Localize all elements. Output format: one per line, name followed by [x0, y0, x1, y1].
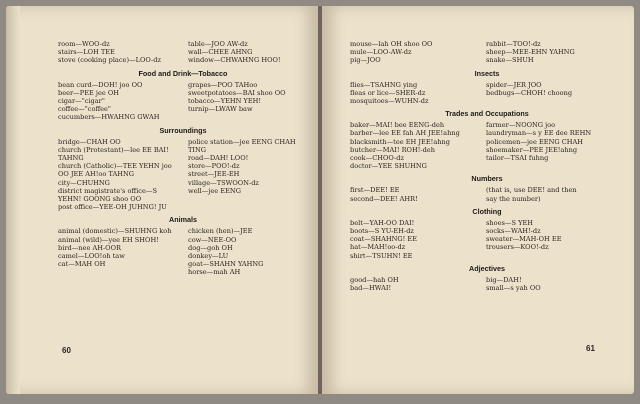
entry: first—DEE! EE — [350, 186, 400, 195]
entry: table—JOO AW-dz — [188, 40, 248, 48]
entry: second—DEE! AHR! — [350, 194, 418, 203]
entry: camel—LOO!oh taw — [58, 252, 125, 261]
entry: animal (domestic)—SHUHNG koh — [58, 227, 172, 236]
entry: socks—WAH!-dz — [486, 227, 541, 236]
entry: tailor—TSAI fuhng — [486, 154, 549, 163]
entry: post office—YEE-OH JUHNG! JU — [58, 203, 167, 212]
entry: police station—jee EENG CHAH TING — [188, 137, 296, 154]
entry: flies—TSAHNG ying — [350, 80, 418, 89]
entry: window—CHWAHNG HOO! — [188, 56, 281, 65]
entry: barber—lee EE fah AH JEE!ahng — [350, 129, 460, 138]
entry: rabbit—TOO!-dz — [486, 40, 541, 48]
section-heading: Surroundings — [159, 125, 207, 135]
entry: bedbugs—CHOH! choong — [486, 88, 573, 97]
entry: goat—SHAHN YAHNG — [188, 260, 264, 269]
entry: church (Catholic)—TEE YEHN joo OO JEE AH!oo TAHNG — [58, 162, 172, 179]
entry: city—CHUHNG — [58, 178, 110, 187]
entry: pig—JOO — [350, 56, 381, 65]
entry: well—jee EENG — [188, 186, 241, 195]
entry: say the number) — [486, 194, 541, 203]
entry: mouse—lah OH shoo OO — [350, 40, 433, 48]
section-trades — [350, 121, 624, 170]
entry: blacksmith—tee EH JEE!ahng — [350, 137, 450, 146]
entry: sheep—MEE-EHN YAHNG — [486, 48, 575, 57]
section-heading: Animals — [169, 215, 197, 225]
entry: baker—MAI! bee EENG-deh — [350, 121, 445, 130]
entry: dog—goh OH — [188, 243, 233, 252]
entry: farmer—NOONG joo — [486, 121, 556, 130]
section-food — [58, 81, 308, 122]
entry: big—DAH! — [486, 275, 522, 284]
entry: street—JEE-EH — [188, 170, 240, 179]
entry: church (Protestant)—lee EE BAI! TAHNG — [58, 145, 169, 163]
entry: coat—SHAHNG! EE — [350, 235, 418, 244]
entry: donkey—LU — [188, 252, 229, 261]
entry: policemen—jee EENG CHAH — [486, 137, 584, 146]
entry: good—hah OH — [350, 275, 399, 284]
entry: wall—CHEE AHNG — [188, 48, 253, 57]
entry: grapes—POO TAHoo — [188, 80, 258, 89]
entry: laundryman—s y EE dee REHN — [486, 129, 592, 138]
section-clothing — [350, 219, 624, 260]
section-insects — [350, 81, 624, 106]
section-heading: Adjectives — [469, 263, 505, 273]
entry: shoes—S YEH — [486, 218, 534, 227]
entry: bridge—CHAH OO — [58, 137, 121, 146]
entry: hat—MAH!oo-dz — [350, 243, 406, 252]
entry: animal (wild)—yee EH SHOH! — [58, 235, 159, 244]
entry: beer—PEE jee OH — [58, 88, 120, 97]
entry: shirt—TSUHN! EE — [350, 251, 413, 260]
section-numbers — [350, 186, 624, 202]
entry: district magistrate's office—S YEHN! GOONG shoo OO — [58, 186, 158, 204]
intro-block — [350, 40, 624, 65]
entry: shoemaker—PEE JEE!ahng — [486, 145, 578, 154]
entry: boots—S YU-EH-dz — [350, 227, 414, 236]
entry: small—s yah OO — [486, 284, 541, 293]
page-number-right: 61 — [586, 344, 595, 353]
entry: cigar—"cigar" — [58, 97, 105, 106]
entry: sweetpotatoes—BAI shoo OO — [188, 88, 286, 97]
entry: belt—YAH-OO DAI! — [350, 218, 415, 227]
entry: spider—JER JOO — [486, 80, 542, 89]
entry: (that is, use DEE! and then — [486, 186, 577, 195]
entry: turnip—LWAW baw — [188, 105, 253, 114]
page-number-left: 60 — [62, 346, 71, 355]
entry: mule—LOO-AW-dz — [350, 48, 412, 57]
entry: cucumbers—HWAHNG GWAH — [58, 113, 160, 122]
entry: mosquitoes—WUHN-dz — [350, 97, 429, 106]
entry: fleas or lice—SHER-dz — [350, 88, 426, 97]
entry: road—DAH! LOO! — [188, 154, 249, 163]
entry: cow—NEE-OO — [188, 235, 237, 244]
section-heading: Clothing — [472, 206, 502, 216]
entry: cat—MAH OH — [58, 260, 106, 269]
section-animals — [58, 227, 308, 276]
entry: room—WOO-dz — [58, 40, 110, 48]
left-page — [6, 6, 318, 394]
section-surroundings — [58, 138, 308, 212]
entry: trousers—KOO!-dz — [486, 243, 549, 252]
entry: bad—HWAI! — [350, 284, 392, 293]
section-heading: Food and Drink—Tobacco — [138, 68, 228, 78]
entry: snake—SHUH — [486, 56, 534, 65]
entry: village—TSWOON-dz — [188, 178, 259, 187]
entry: store—POO!-dz — [188, 162, 240, 171]
entry: cook—CHOO-dz — [350, 154, 404, 163]
entry: tobacco—YEHN YEH! — [188, 97, 262, 106]
entry: sweater—MAH-OH EE — [486, 235, 562, 244]
open-book — [6, 6, 634, 400]
entry: chicken (hen)—JEE — [188, 227, 253, 236]
entry: stove (cooking place)—LOO-dz — [58, 56, 161, 65]
entry: horse—mah AH — [188, 268, 241, 277]
entry: bean curd—DOH! joo OO — [58, 80, 143, 89]
entry: stairs—LOH TEE — [58, 48, 115, 57]
section-heading: Trades and Occupations — [445, 109, 529, 119]
section-heading: Numbers — [471, 174, 503, 184]
entry: coffee—"coffee" — [58, 105, 111, 114]
right-page — [322, 6, 634, 394]
section-heading: Insects — [474, 68, 500, 78]
entry: butcher—MAI! ROH!-deh — [350, 145, 435, 154]
entry: bird—nee AH-OOR — [58, 243, 121, 252]
section-adjectives — [350, 276, 624, 292]
intro-block — [58, 40, 308, 65]
entry: doctor—YEE SHUHNG — [350, 162, 427, 171]
